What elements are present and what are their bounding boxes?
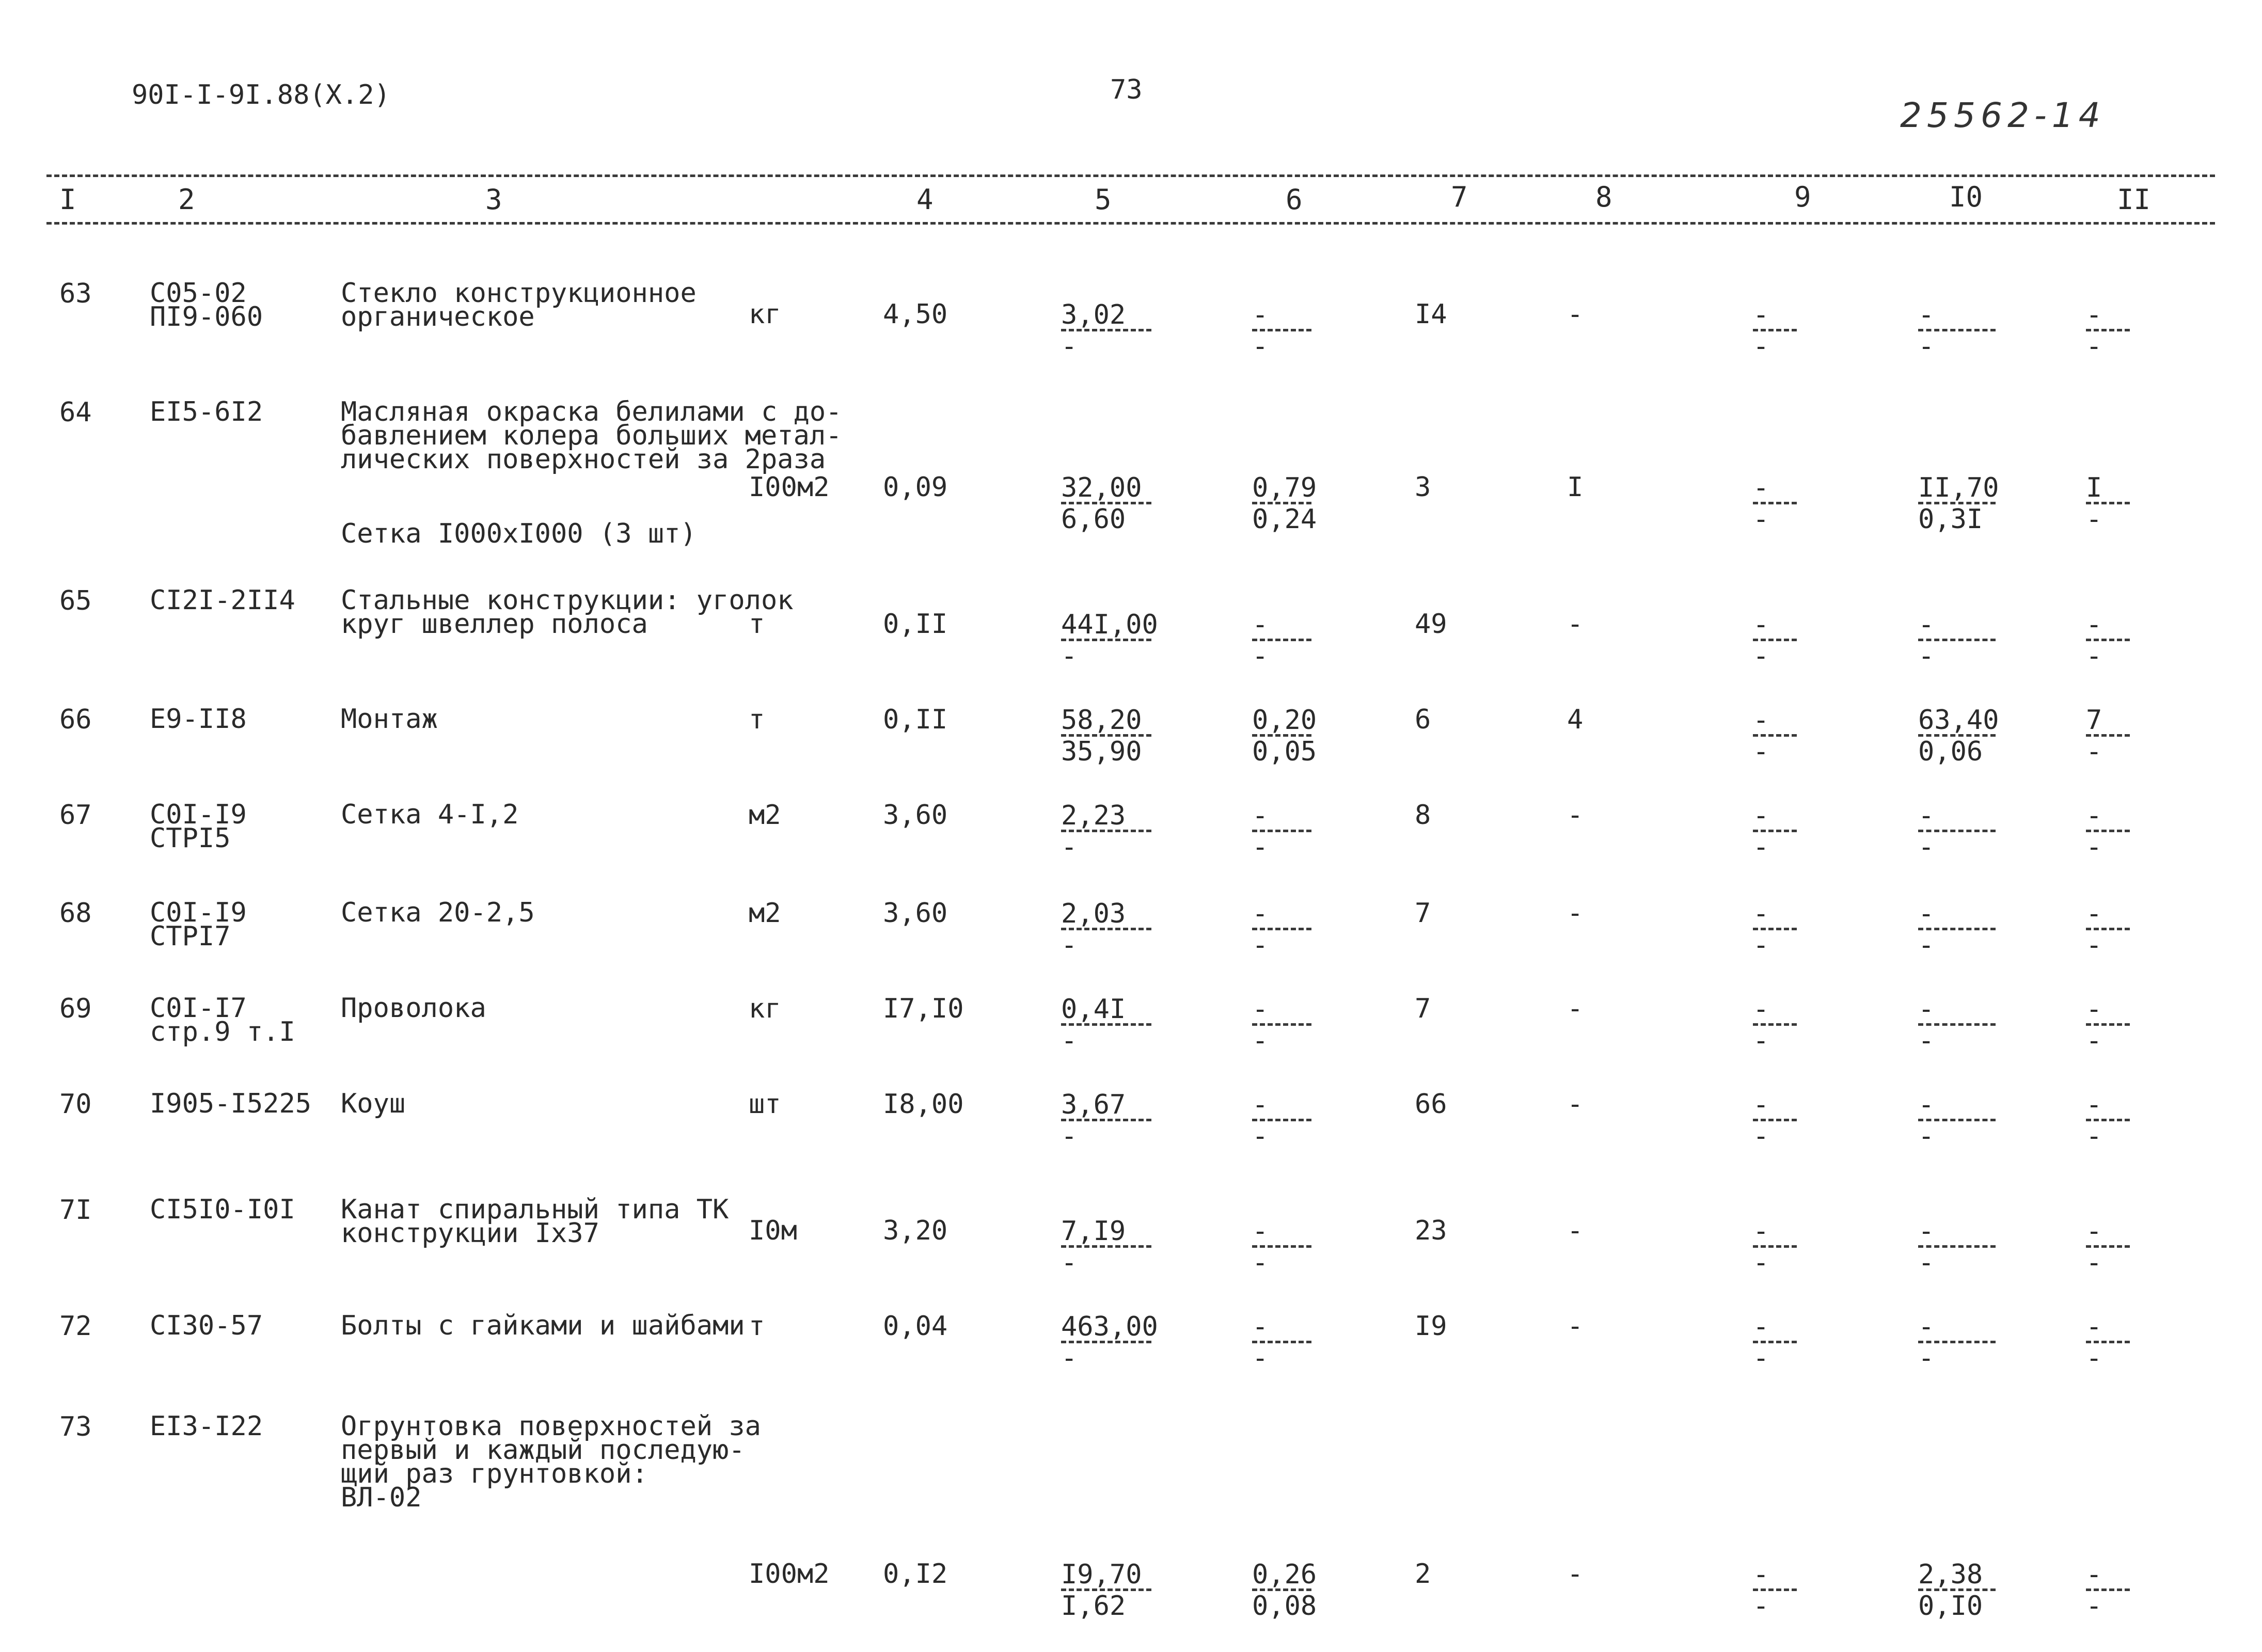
work-description [341,396,842,475]
col9-value-numerator: - [1753,472,1769,503]
col11-value-numerator: - [2086,609,2102,640]
col10-value-numerator: - [1918,898,1935,929]
resource-code [150,585,295,616]
col6-value-numerator: - [1252,1311,1269,1342]
col10-value-denominator: - [1918,1247,1935,1278]
col8-value: - [1567,1559,1584,1590]
col10-value-numerator: - [1918,299,1935,330]
row-number: 64 [59,397,92,428]
col-header-8: 8 [1595,181,1612,213]
col5-value-numerator: 32,00 [1061,472,1142,503]
col6-value [1252,472,1317,535]
col10-value [1918,1218,1996,1276]
col8-value: - [1567,1215,1584,1246]
col10-value-numerator: II,70 [1918,472,1999,503]
col10-value-denominator: - [1918,930,1935,961]
col5-value-denominator: - [1061,641,1078,672]
quantity: 0,I2 [883,1559,948,1590]
resource-code-line: EI3-I22 [150,1411,263,1442]
resource-code-line: CI2I-2II4 [150,585,295,616]
col-header-1: I [59,183,76,216]
col9-value [1753,1559,1797,1622]
col5-value-numerator: 3,67 [1061,1089,1126,1120]
col9-value [1753,609,1797,672]
col-header-4: 4 [916,183,934,216]
col11-value [2086,1218,2130,1276]
col8-value: - [1567,898,1584,929]
quantity: 4,50 [883,299,948,330]
col8-value: - [1567,299,1584,330]
col5-value-numerator: 58,20 [1061,705,1142,736]
col10-value-numerator: - [1918,1311,1935,1342]
col9-value-denominator: - [1753,1121,1769,1152]
work-description [341,1088,406,1119]
col10-value-numerator: - [1918,1216,1935,1247]
col10-value-denominator: 0,I0 [1918,1591,1983,1622]
row-number: 7I [59,1195,92,1226]
row-number: 65 [59,585,92,616]
unit: шт [749,1089,781,1120]
row-note: Сетка I000xI000 (3 шт) [341,518,697,549]
col5-value-numerator: 0,4I [1061,994,1126,1025]
col11-value-denominator: - [2086,1591,2102,1622]
col5-value-denominator: - [1061,1247,1078,1278]
col10-value-numerator: - [1918,994,1935,1025]
col7-value: 23 [1415,1215,1447,1246]
col11-value-denominator: - [2086,736,2102,767]
col9-value-numerator: - [1753,1216,1769,1247]
col-header-5: 5 [1095,183,1112,216]
resource-code [150,1310,263,1341]
work-description-line: Болты с гайками и шайбами [341,1310,745,1341]
col6-value-denominator: - [1252,1121,1269,1152]
col6-value-numerator: - [1252,800,1269,831]
work-description [341,1310,745,1341]
col10-value-denominator: - [1918,832,1935,863]
col6-value-denominator: 0,05 [1252,736,1317,767]
col6-value-denominator: - [1252,930,1269,961]
resource-code-line: E9-II8 [150,704,247,735]
col11-value-denominator: - [2086,930,2102,961]
quantity: 0,04 [883,1311,948,1342]
col5-value-denominator: 35,90 [1061,736,1142,767]
col7-value: 49 [1415,609,1447,640]
resource-code-line: ПI9-060 [150,301,263,332]
unit: I00м2 [749,1559,830,1590]
col8-value: - [1567,800,1584,831]
col-header-9: 9 [1794,181,1811,213]
col11-value-denominator: - [2086,1343,2102,1374]
unit: м2 [749,800,781,831]
resource-code [150,799,247,854]
work-description-line: лических поверхностей за 2раза [341,444,826,475]
col6-value-denominator: 0,24 [1252,504,1317,535]
col9-value-denominator: - [1753,930,1769,961]
resource-code [150,278,263,332]
col9-value-denominator: - [1753,1591,1769,1622]
col10-value-denominator: 0,3I [1918,504,1983,535]
unit: I00м2 [749,472,830,503]
col5-value [1061,1218,1151,1276]
resource-code [150,993,295,1047]
work-description [341,799,519,830]
unit: I0м [749,1215,797,1246]
work-description [341,704,438,735]
col10-value-numerator: 63,40 [1918,705,1999,736]
col8-value: 4 [1567,704,1584,735]
col11-value-denominator: - [2086,1121,2102,1152]
resource-code [150,1411,263,1442]
col11-value [2086,1559,2130,1622]
col6-value-numerator: - [1252,609,1269,640]
col8-value: - [1567,1311,1584,1342]
col9-value-numerator: - [1753,800,1769,831]
col6-value-denominator: - [1252,641,1269,672]
work-description [341,897,535,928]
header-bottom-rule [46,222,2215,225]
col5-value [1061,472,1151,535]
col5-value [1061,1559,1151,1622]
work-description-line: первый и каждый последую- [341,1435,745,1466]
col8-value: - [1567,1089,1584,1120]
col11-value [2086,800,2130,863]
unit: т [749,609,765,640]
col9-value-numerator: - [1753,1311,1769,1342]
col5-value-numerator: 2,23 [1061,800,1126,831]
quantity: 3,20 [883,1215,948,1246]
resource-code [150,897,247,952]
resource-code [150,396,263,427]
resource-code [150,1088,312,1119]
col10-value-numerator: - [1918,609,1935,640]
col7-value: 2 [1415,1559,1431,1590]
col9-value-denominator: - [1753,736,1769,767]
col-header-6: 6 [1286,183,1303,216]
col6-value [1252,1218,1311,1276]
sheet-code: 25562-14 [1900,96,2106,135]
row-number: 66 [59,704,92,735]
col5-value-numerator: 7,I9 [1061,1216,1126,1247]
quantity: 0,II [883,704,948,735]
col5-value-denominator: 6,60 [1061,504,1126,535]
col5-value [1061,707,1151,765]
col11-value [2086,1311,2130,1374]
col6-value [1252,898,1311,961]
col6-value [1252,299,1311,362]
col9-value-denominator: - [1753,1247,1769,1278]
col7-value: 8 [1415,800,1431,831]
col5-value-denominator: - [1061,1121,1078,1152]
col9-value-numerator: - [1753,1559,1769,1590]
col-header-11: II [2117,183,2151,216]
work-description [341,585,794,640]
col9-value [1753,299,1797,362]
col5-value [1061,609,1158,672]
col5-value-denominator: I,62 [1061,1591,1126,1622]
work-description [341,278,697,332]
work-description-line: органическое [341,301,535,332]
col5-value-numerator: 463,00 [1061,1311,1158,1342]
row-number: 73 [59,1411,92,1442]
work-description [341,993,486,1024]
col10-value [1918,1559,1996,1622]
col11-value-numerator: - [2086,1311,2102,1342]
row-number: 69 [59,993,92,1024]
work-description [341,1194,729,1249]
quantity: 0,II [883,609,948,640]
resource-code-line: C05-02 [150,278,247,309]
col6-value-numerator: - [1252,898,1269,929]
col10-value [1918,472,1999,535]
col9-value-numerator: - [1753,994,1769,1025]
row-number: 68 [59,898,92,929]
resource-code [150,1194,295,1225]
work-description-line: Огрунтовка поверхностей за [341,1411,761,1442]
quantity: 3,60 [883,898,948,929]
col6-value-numerator: - [1252,1089,1269,1120]
col5-value [1061,299,1151,362]
unit: кг [749,299,781,330]
col9-value-numerator: - [1753,705,1769,736]
row-number: 72 [59,1311,92,1342]
col7-value: I4 [1415,299,1447,330]
col5-value [1061,996,1151,1054]
col6-value-numerator: 0,26 [1252,1559,1317,1590]
col11-value [2086,299,2130,362]
col6-value-denominator: - [1252,1247,1269,1278]
resource-code-line: CI30-57 [150,1310,263,1341]
row-number: 70 [59,1089,92,1120]
col6-value-numerator: - [1252,1216,1269,1247]
col10-value [1918,1311,1996,1374]
col9-value [1753,707,1797,765]
work-description-line: Стекло конструкционное [341,278,697,309]
col5-value [1061,898,1151,961]
col5-value [1061,1311,1158,1374]
col10-value [1918,1089,1996,1152]
col10-value [1918,996,1996,1054]
col9-value [1753,1089,1797,1152]
resource-code-line: CI5I0-I0I [150,1194,295,1225]
col5-value-denominator: - [1061,930,1078,961]
col8-value: - [1567,993,1584,1024]
col10-value-denominator: - [1918,1025,1935,1056]
quantity: 3,60 [883,800,948,831]
col11-value [2086,898,2130,961]
col9-value-numerator: - [1753,299,1769,330]
unit: т [749,704,765,735]
col7-value: 3 [1415,472,1431,503]
col5-value-denominator: - [1061,1343,1078,1374]
col5-value-denominator: - [1061,1025,1078,1056]
col-header-2: 2 [178,183,195,216]
col10-value [1918,898,1996,961]
col11-value [2086,707,2130,765]
col6-value [1252,800,1311,863]
col11-value-denominator: - [2086,832,2102,863]
col6-value [1252,1311,1311,1374]
col10-value-denominator: 0,06 [1918,736,1983,767]
quantity: I8,00 [883,1089,964,1120]
quantity: 0,09 [883,472,948,503]
col10-value-numerator: - [1918,1089,1935,1120]
work-description-line: Канат спиральный типа ТК [341,1194,729,1225]
col11-value [2086,472,2130,535]
col6-value-denominator: 0,08 [1252,1591,1317,1622]
col9-value-denominator: - [1753,331,1769,362]
col10-value [1918,609,1996,672]
col11-value-numerator: - [2086,800,2102,831]
col5-value-numerator: I9,70 [1061,1559,1142,1590]
col7-value: 66 [1415,1089,1447,1120]
col10-value [1918,707,1999,765]
col-header-7: 7 [1451,181,1468,213]
col6-value [1252,1089,1311,1152]
work-description-line: Коуш [341,1088,406,1119]
col11-value-numerator: - [2086,994,2102,1025]
resource-code [150,704,247,735]
work-description-line: ВЛ-02 [341,1482,422,1513]
col10-value-numerator: - [1918,800,1935,831]
col5-value-numerator: 2,03 [1061,898,1126,929]
resource-code-line: C0I-I7 [150,993,247,1024]
col9-value [1753,996,1797,1054]
quantity: I7,I0 [883,993,964,1024]
col7-value: I9 [1415,1311,1447,1342]
resource-code-line: C0I-I9 [150,897,247,928]
col10-value-denominator: - [1918,1343,1935,1374]
work-description-line: Стальные конструкции: уголок [341,585,794,616]
col5-value-denominator: - [1061,331,1078,362]
work-description-line: щий раз грунтовкой: [341,1458,648,1489]
col6-value-denominator: - [1252,331,1269,362]
col11-value-numerator: - [2086,1559,2102,1590]
col9-value-numerator: - [1753,609,1769,640]
unit: т [749,1311,765,1342]
resource-code-line: EI5-6I2 [150,396,263,427]
col11-value [2086,1089,2130,1152]
work-description-line: Сетка 20-2,5 [341,897,535,928]
col9-value-denominator: - [1753,1343,1769,1374]
col6-value-denominator: - [1252,1343,1269,1374]
col11-value-denominator: - [2086,331,2102,362]
col11-value-numerator: I [2086,472,2102,503]
unit: м2 [749,898,781,929]
col9-value [1753,1218,1797,1276]
col9-value [1753,898,1797,961]
col5-value [1061,800,1151,863]
col10-value-denominator: - [1918,641,1935,672]
col11-value-numerator: 7 [2086,705,2102,736]
document-code: 90I-I-9I.88(X.2) [132,80,390,110]
col11-value-numerator: - [2086,898,2102,929]
work-description-line: Монтаж [341,704,438,735]
resource-code-line: CTPI7 [150,921,231,952]
col6-value [1252,707,1317,765]
col6-value-numerator: - [1252,994,1269,1025]
col9-value [1753,800,1797,863]
page-number: 73 [1110,74,1143,105]
col10-value-denominator: - [1918,1121,1935,1152]
resource-code-line: I905-I5225 [150,1088,312,1119]
col11-value-numerator: - [2086,1216,2102,1247]
col11-value-numerator: - [2086,299,2102,330]
col9-value-numerator: - [1753,898,1769,929]
col11-value [2086,996,2130,1054]
col9-value-denominator: - [1753,504,1769,535]
resource-code-line: стр.9 т.I [150,1016,295,1047]
row-number: 63 [59,278,92,309]
work-description [341,1411,761,1513]
col11-value-denominator: - [2086,1025,2102,1056]
work-description-line: бавлением колера больших метал- [341,420,842,451]
col5-value-denominator: - [1061,832,1078,863]
col-header-3: 3 [485,183,502,216]
col9-value-denominator: - [1753,832,1769,863]
work-description-line: Масляная окраска белилами с до- [341,396,842,427]
col6-value-numerator: - [1252,299,1269,330]
work-description-line: Проволока [341,993,486,1024]
col7-value: 6 [1415,704,1431,735]
unit: кг [749,993,781,1024]
col11-value-denominator: - [2086,504,2102,535]
col10-value [1918,299,1996,362]
col8-value: I [1567,472,1584,503]
col10-value-denominator: - [1918,331,1935,362]
col-header-10: I0 [1949,181,1983,213]
col11-value-denominator: - [2086,641,2102,672]
col5-value-numerator: 44I,00 [1061,609,1158,640]
work-description-line: круг швеллер полоса [341,609,648,640]
col9-value-denominator: - [1753,641,1769,672]
col6-value [1252,996,1311,1054]
work-description-line: конструкции Ix37 [341,1218,599,1249]
col6-value [1252,609,1311,672]
col6-value [1252,1559,1317,1622]
col10-value [1918,800,1996,863]
col9-value-numerator: - [1753,1089,1769,1120]
resource-code-line: C0I-I9 [150,799,247,830]
col7-value: 7 [1415,993,1431,1024]
col9-value [1753,472,1797,535]
col7-value: 7 [1415,898,1431,929]
col6-value-denominator: - [1252,832,1269,863]
work-description-line: Сетка 4-I,2 [341,799,519,830]
col8-value: - [1567,609,1584,640]
col10-value-numerator: 2,38 [1918,1559,1983,1590]
resource-code-line: CTPI5 [150,823,231,854]
header-top-rule [46,174,2215,177]
row-number: 67 [59,800,92,831]
col9-value [1753,1311,1797,1374]
col11-value-denominator: - [2086,1247,2102,1278]
col11-value [2086,609,2130,672]
col5-value [1061,1089,1151,1152]
col6-value-denominator: - [1252,1025,1269,1056]
col11-value-numerator: - [2086,1089,2102,1120]
col6-value-numerator: 0,20 [1252,705,1317,736]
col5-value-numerator: 3,02 [1061,299,1126,330]
col9-value-denominator: - [1753,1025,1769,1056]
col6-value-numerator: 0,79 [1252,472,1317,503]
